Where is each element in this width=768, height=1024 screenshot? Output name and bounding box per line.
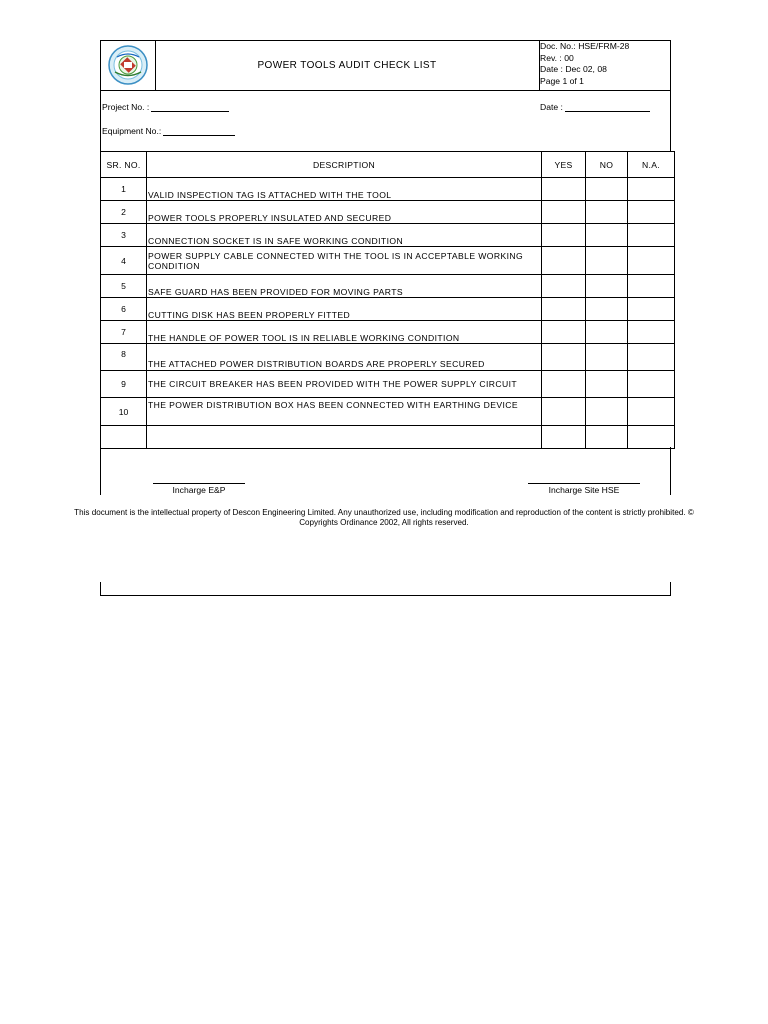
table-row bbox=[101, 321, 675, 344]
yes-checkbox-cell[interactable] bbox=[542, 298, 586, 321]
row-description: CONNECTION SOCKET IS IN SAFE WORKING CONDITION bbox=[147, 224, 542, 247]
na-checkbox-cell[interactable] bbox=[628, 398, 675, 426]
row-description: POWER SUPPLY CABLE CONNECTED WITH THE TOOL IS IN ACCEPTABLE WORKING CONDITION bbox=[147, 247, 542, 275]
row-description: POWER TOOLS PROPERLY INSULATED AND SECURED bbox=[147, 201, 542, 224]
copyright-footer bbox=[20, 508, 748, 528]
na-checkbox-cell[interactable] bbox=[628, 201, 675, 224]
table-row bbox=[101, 344, 675, 371]
no-checkbox-cell[interactable] bbox=[586, 247, 628, 275]
row-sr-no: 8 bbox=[101, 344, 147, 371]
project-no-blank[interactable] bbox=[151, 111, 229, 112]
yes-checkbox-cell[interactable] bbox=[542, 224, 586, 247]
doc-date: Date : Dec 02, 08 bbox=[540, 64, 607, 74]
row-description: THE ATTACHED POWER DISTRIBUTION BOARDS ARE PROPERLY SECURED bbox=[147, 344, 542, 371]
row-sr-no: 3 bbox=[101, 224, 147, 247]
document-info bbox=[539, 40, 671, 91]
equipment-no-label: Equipment No.: bbox=[102, 126, 162, 136]
table-header-row bbox=[101, 152, 675, 178]
row-description: THE POWER DISTRIBUTION BOX HAS BEEN CONNECTED WITH EARTHING DEVICE bbox=[147, 398, 542, 426]
na-checkbox-cell[interactable] bbox=[628, 344, 675, 371]
table-row bbox=[101, 247, 675, 275]
yes-checkbox-cell[interactable] bbox=[542, 178, 586, 201]
no-checkbox-cell[interactable] bbox=[586, 201, 628, 224]
yes-checkbox-cell[interactable] bbox=[542, 201, 586, 224]
project-no-label: Project No. : bbox=[102, 102, 150, 112]
date-field bbox=[540, 102, 650, 112]
col-na: N.A. bbox=[628, 152, 675, 178]
no-checkbox-cell[interactable] bbox=[586, 398, 628, 426]
col-sr-no: SR. NO. bbox=[101, 152, 147, 178]
na-checkbox-cell[interactable] bbox=[628, 275, 675, 298]
company-logo-box bbox=[100, 40, 156, 91]
yes-checkbox-cell[interactable] bbox=[542, 398, 586, 426]
row-description bbox=[147, 426, 542, 449]
date-blank[interactable] bbox=[565, 111, 650, 112]
signature-section bbox=[100, 447, 671, 495]
date-label: Date : bbox=[540, 102, 563, 112]
revision: Rev. : 00 bbox=[540, 52, 574, 63]
page-bottom-border bbox=[100, 582, 671, 596]
yes-checkbox-cell[interactable] bbox=[542, 371, 586, 398]
na-checkbox-cell[interactable] bbox=[628, 426, 675, 449]
project-no-field bbox=[102, 102, 229, 112]
table-row bbox=[101, 224, 675, 247]
na-checkbox-cell[interactable] bbox=[628, 298, 675, 321]
row-sr-no: 6 bbox=[101, 298, 147, 321]
row-sr-no: 2 bbox=[101, 201, 147, 224]
no-checkbox-cell[interactable] bbox=[586, 298, 628, 321]
na-checkbox-cell[interactable] bbox=[628, 247, 675, 275]
row-sr-no: 7 bbox=[101, 321, 147, 344]
col-no: NO bbox=[586, 152, 628, 178]
project-info bbox=[100, 90, 671, 152]
equipment-no-field bbox=[102, 126, 235, 136]
yes-checkbox-cell[interactable] bbox=[542, 426, 586, 449]
table-row bbox=[101, 178, 675, 201]
no-checkbox-cell[interactable] bbox=[586, 321, 628, 344]
row-sr-no: 5 bbox=[101, 275, 147, 298]
col-yes: YES bbox=[542, 152, 586, 178]
equipment-no-blank[interactable] bbox=[163, 135, 235, 136]
checklist-table bbox=[100, 151, 675, 449]
no-checkbox-cell[interactable] bbox=[586, 371, 628, 398]
no-checkbox-cell[interactable] bbox=[586, 224, 628, 247]
table-row bbox=[101, 298, 675, 321]
row-description: THE HANDLE OF POWER TOOL IS IN RELIABLE WORKING CONDITION bbox=[147, 321, 542, 344]
row-description: CUTTING DISK HAS BEEN PROPERLY FITTED bbox=[147, 298, 542, 321]
row-description: SAFE GUARD HAS BEEN PROVIDED FOR MOVING PARTS bbox=[147, 275, 542, 298]
signature-incharge-site-hse: Incharge Site HSE bbox=[528, 483, 640, 495]
table-row bbox=[101, 201, 675, 224]
form-title: POWER TOOLS AUDIT CHECK LIST bbox=[155, 40, 540, 91]
na-checkbox-cell[interactable] bbox=[628, 371, 675, 398]
no-checkbox-cell[interactable] bbox=[586, 178, 628, 201]
page-number: Page 1 of 1 bbox=[540, 75, 584, 86]
na-checkbox-cell[interactable] bbox=[628, 224, 675, 247]
table-row bbox=[101, 426, 675, 449]
row-sr-no: 1 bbox=[101, 178, 147, 201]
yes-checkbox-cell[interactable] bbox=[542, 344, 586, 371]
row-description: VALID INSPECTION TAG IS ATTACHED WITH THE TOOL bbox=[147, 178, 542, 201]
row-sr-no: 4 bbox=[101, 247, 147, 275]
no-checkbox-cell[interactable] bbox=[586, 426, 628, 449]
table-row bbox=[101, 398, 675, 426]
row-sr-no: 9 bbox=[101, 371, 147, 398]
audit-form bbox=[100, 40, 671, 495]
row-description: THE CIRCUIT BREAKER HAS BEEN PROVIDED WITH THE POWER SUPPLY CIRCUIT bbox=[147, 371, 542, 398]
signature-incharge-ep: Incharge E&P bbox=[153, 483, 245, 495]
row-sr-no bbox=[101, 426, 147, 449]
no-checkbox-cell[interactable] bbox=[586, 275, 628, 298]
na-checkbox-cell[interactable] bbox=[628, 321, 675, 344]
table-row bbox=[101, 371, 675, 398]
yes-checkbox-cell[interactable] bbox=[542, 275, 586, 298]
table-row bbox=[101, 275, 675, 298]
footer-line-2: Copyrights Ordinance 2002, All rights reserved. bbox=[299, 518, 469, 527]
company-logo-icon bbox=[101, 41, 155, 90]
yes-checkbox-cell[interactable] bbox=[542, 247, 586, 275]
no-checkbox-cell[interactable] bbox=[586, 344, 628, 371]
doc-number: Doc. No.: HSE/FRM-28 bbox=[540, 41, 630, 51]
col-description: DESCRIPTION bbox=[147, 152, 542, 178]
row-sr-no: 10 bbox=[101, 398, 147, 426]
footer-line-1: This document is the intellectual property of Descon Engineering Limited. Any unauthorized use, including modification and reproduction of the content is strictly prohibited. © bbox=[74, 508, 694, 517]
yes-checkbox-cell[interactable] bbox=[542, 321, 586, 344]
na-checkbox-cell[interactable] bbox=[628, 178, 675, 201]
